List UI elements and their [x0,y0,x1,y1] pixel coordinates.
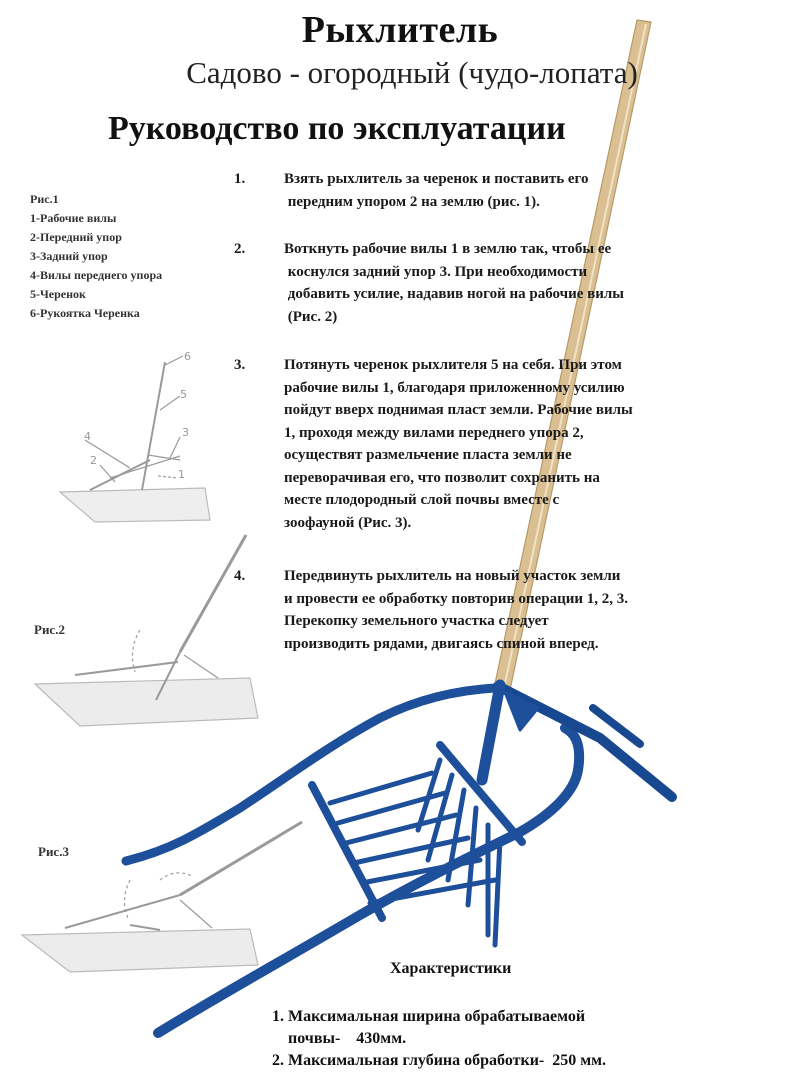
legend-caption: Рис.1 [30,192,59,206]
step-text: Взять рыхлитель за черенок и поставить его передним упором 2 на землю (рис. 1). [284,171,589,210]
figure-3-label: Рис.3 [38,844,69,859]
step-number: 3. [234,357,246,373]
tool-frame [126,685,672,1033]
legend-item: 6-Рукоятка Черенка [30,306,140,320]
instruction-step [234,238,774,333]
legend-item: 4-Вилы переднего упора [30,268,163,282]
fork-crossbar [312,785,382,918]
fig1-callout-label: 6 [184,350,191,363]
fig3-motion-arc [160,873,192,880]
instruction-step [234,565,794,660]
figure-2-sketch [35,535,258,726]
instruction-step [234,354,794,544]
fig1-callout-5 [160,396,180,410]
fig1-callout-6 [165,356,183,365]
legend-item: 5-Черенок [30,287,86,301]
step-number: 2. [234,241,246,257]
fig3-fork [130,925,160,930]
fig3-frame [65,895,180,928]
characteristics-title: Характеристики [390,960,512,977]
step-text: Потянуть черенок рыхлителя 5 на себя. При этом рабочие вилы 1, благодаря приложенному усилию пойдут вверх поднимая пласт земли. Рабочие вилы 1, проходя между вилами переднего упора 2, осуществят размельчение пласта земли не переворачивая его, что позволит сохранить на месте плодородный слой почвы вместе с зоофауной (Рис. 3). [284,357,633,531]
figure-2-label: Рис.2 [34,622,65,637]
fig1-callout-1 [158,476,178,478]
handle-socket [482,685,500,780]
fig1-callout-2 [100,465,115,482]
manual-heading: Руководство по эксплуатации [108,110,566,147]
document-title: Рыхлитель [301,9,499,51]
legend-item: 2-Передний упор [30,230,122,244]
fig2-motion-arc [132,630,140,672]
step-text: Передвинуть рыхлитель на новый участок земли и провести ее обработку повторив операции 1, 2, 3. Перекопку земельного участка следует производить рядами, двигаясь спиной вперед. [284,568,628,652]
fig1-ground [60,488,210,522]
fig3-rear-stop [180,900,212,928]
fig1-callout-label: 1 [178,468,185,481]
fig2-ground [35,678,258,726]
step-number: 4. [234,568,246,584]
figure-1-sketch [60,356,210,522]
step-text: Воткнуть рабочие вилы 1 в землю так, чтобы ее коснулся задний упор 3. При необходимости добавить усилие, надавив ногой на рабочие вилы (Рис. 2) [284,241,625,325]
fig1-callout-label: 2 [90,454,97,467]
fig1-callout-3 [170,437,180,458]
legend-item: 1-Рабочие вилы [30,211,117,225]
fig1-callout-label: 5 [180,388,187,401]
fig1-callout-label: 4 [84,430,91,443]
fig2-frame [75,662,178,675]
characteristic-item: 1. Максимальная ширина обрабатываемой почвы- 430мм. [272,1008,586,1047]
fig3-motion-arc [124,880,130,918]
fig3-ground [22,929,258,972]
figure-1-legend [30,190,162,323]
fig1-handle [142,362,165,490]
legend-item: 3-Задний упор [30,249,108,263]
fig2-rear-stop [184,655,218,678]
characteristic-item: 2. Максимальная глубина обработки- 250 мм. [272,1052,607,1069]
fig1-callout-label: 3 [182,426,189,439]
tine [495,840,500,945]
document-subtitle: Садово - огородный (чудо-лопата) [186,55,638,90]
tine [370,880,495,903]
instruction-step [234,168,774,218]
step-number: 1. [234,171,246,187]
